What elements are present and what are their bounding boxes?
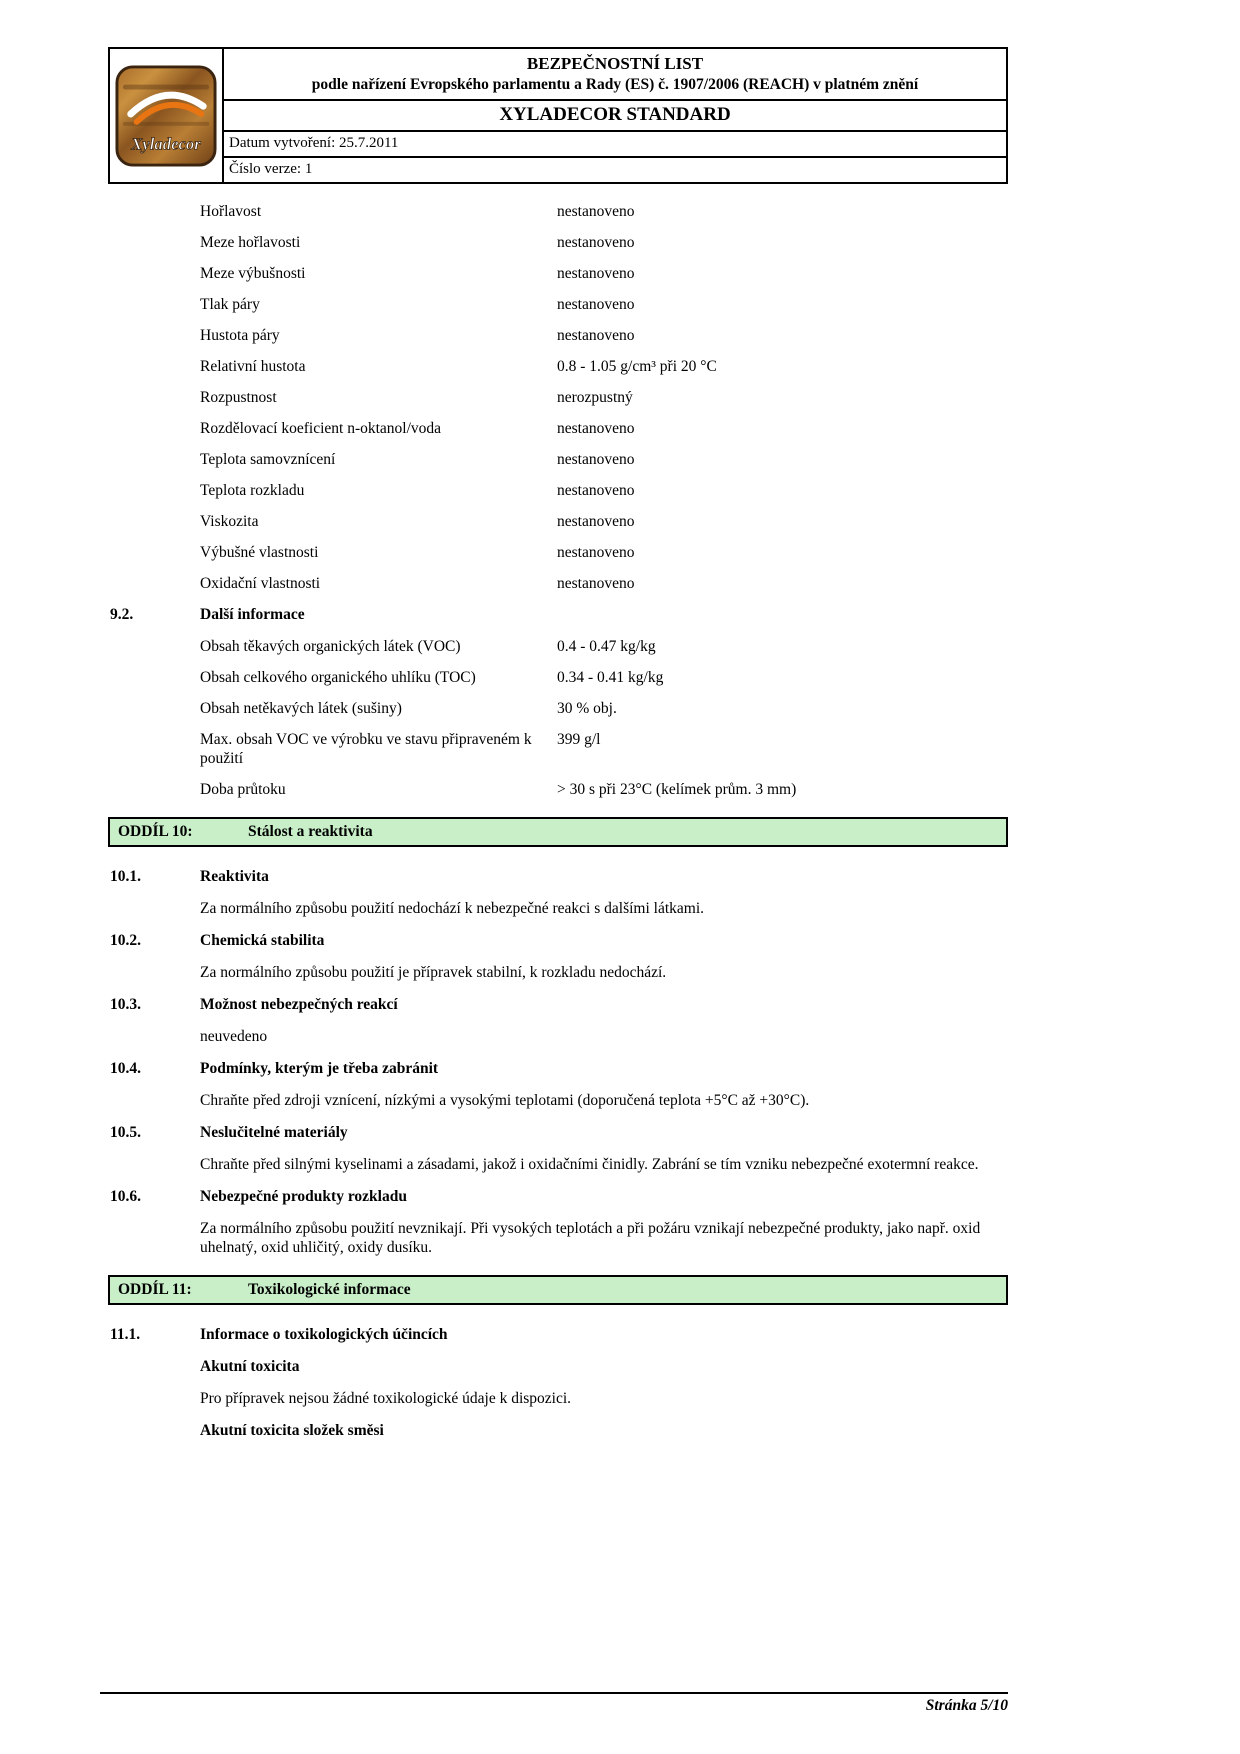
document-header <box>108 47 1008 184</box>
property-label: Doba průtoku <box>200 781 286 798</box>
property-row <box>108 357 1008 376</box>
subsection-title: Další informace <box>200 606 305 623</box>
property-value: 399 g/l <box>557 731 601 748</box>
subsection-text: Chraňte před silnými kyselinami a zásadami, jakož i oxidačními činidly. Zabrání se tím vzniku nebezpečné exotermní reakce. <box>200 1156 979 1173</box>
subsection-number: 10.2. <box>110 932 141 949</box>
subsection-title: Informace o toxikologických účincích <box>200 1326 448 1343</box>
property-label: Meze výbušnosti <box>200 265 306 282</box>
property-label: Meze hořlavosti <box>200 234 301 251</box>
toxicity-subheading: Akutní toxicita složek směsi <box>200 1422 384 1439</box>
property-value: nestanoveno <box>557 420 635 437</box>
property-label: Obsah netěkavých látek (sušiny) <box>200 700 402 717</box>
property-value: > 30 s při 23°C (kelímek prům. 3 mm) <box>557 781 797 798</box>
property-row <box>108 388 1008 407</box>
property-label: Oxidační vlastnosti <box>200 575 321 592</box>
property-label: Relativní hustota <box>200 358 306 375</box>
property-row <box>108 450 1008 469</box>
toxicity-subheading: Akutní toxicita <box>200 1358 300 1375</box>
property-row <box>108 574 1008 593</box>
property-row <box>108 668 1008 687</box>
subsection-text: Za normálního způsobu použití je přípravek stabilní, k rozkladu nedochází. <box>200 964 667 981</box>
title-row <box>224 49 1006 101</box>
property-row <box>108 637 1008 656</box>
subsection-10-5-heading <box>108 1123 1008 1142</box>
property-value: 0.8 - 1.05 g/cm³ při 20 °C <box>557 358 717 375</box>
property-label: Teplota samovznícení <box>200 451 336 468</box>
property-value: nestanoveno <box>557 544 635 561</box>
document-title: BEZPEČNOSTNÍ LIST <box>526 54 704 73</box>
created-date: Datum vytvoření: 25.7.2011 <box>224 132 1006 158</box>
document-subtitle: podle nařízení Evropského parlamentu a Rady (ES) č. 1907/2006 (REACH) v platném znění <box>311 76 919 93</box>
toxicity-text: Pro přípravek nejsou žádné toxikologické údaje k dispozici. <box>200 1390 572 1407</box>
subsection-text: Chraňte před zdroji vznícení, nízkými a vysokými teplotami (doporučená teplota +5°C až +30°C). <box>200 1092 810 1109</box>
property-value: 30 % obj. <box>557 700 617 717</box>
property-label: Tlak páry <box>200 296 260 313</box>
product-name: XYLADECOR STANDARD <box>224 101 1006 132</box>
subsection-title: Podmínky, kterým je třeba zabránit <box>200 1060 439 1077</box>
subsection-number: 11.1. <box>110 1326 141 1343</box>
property-label: Hustota páry <box>200 327 280 344</box>
subsection-text: Za normálního způsobu použití nevznikají. Při vysokých teplotách a při požáru vznikají nebezpečné produkty, jako např. oxid uhelnatý, oxid uhličitý, oxidy dusíku. <box>200 1220 981 1256</box>
section-bar-title: Toxikologické informace <box>248 1281 411 1298</box>
subsection-11-1-heading <box>108 1325 1008 1344</box>
subsection-number: 10.6. <box>110 1188 141 1205</box>
property-label: Obsah těkavých organických látek (VOC) <box>200 638 461 655</box>
subsection-9-2-heading <box>108 605 1008 624</box>
section-bar-number: ODDÍL 11: <box>118 1281 192 1298</box>
property-value: nestanoveno <box>557 234 635 251</box>
property-row <box>108 543 1008 562</box>
property-value: 0.4 - 0.47 kg/kg <box>557 638 656 655</box>
property-row <box>108 481 1008 500</box>
property-value: nestanoveno <box>557 482 635 499</box>
subsection-number: 10.3. <box>110 996 141 1013</box>
logo-text: Xyladecor <box>131 133 201 153</box>
section-bar-title: Stálost a reaktivita <box>248 823 373 840</box>
property-label: Rozdělovací koeficient n-oktanol/voda <box>200 420 442 437</box>
property-label: Rozpustnost <box>200 389 277 406</box>
property-row <box>108 233 1008 252</box>
subsection-number: 10.4. <box>110 1060 141 1077</box>
subsection-10-3-heading <box>108 995 1008 1014</box>
property-row <box>108 730 1008 768</box>
property-row <box>108 326 1008 345</box>
property-value: nestanoveno <box>557 513 635 530</box>
subsection-number: 10.5. <box>110 1124 141 1141</box>
subsection-title: Reaktivita <box>200 868 269 885</box>
property-row <box>108 699 1008 718</box>
property-value: nestanoveno <box>557 265 635 282</box>
property-value: nestanoveno <box>557 575 635 592</box>
subsection-10-4-heading <box>108 1059 1008 1078</box>
document-content <box>108 202 1008 1453</box>
property-row <box>108 295 1008 314</box>
subsection-10-6-heading <box>108 1187 1008 1206</box>
xyladecor-logo-icon <box>115 65 217 167</box>
property-value: nestanoveno <box>557 451 635 468</box>
property-value: 0.34 - 0.41 kg/kg <box>557 669 664 686</box>
property-label: Teplota rozkladu <box>200 482 305 499</box>
property-value: nestanoveno <box>557 327 635 344</box>
property-label: Max. obsah VOC ve výrobku ve stavu připraveném k použití <box>200 731 532 767</box>
property-value: nestanoveno <box>557 296 635 313</box>
section-10-bar <box>108 817 1008 847</box>
subsection-10-1-heading <box>108 867 1008 886</box>
property-value: nerozpustný <box>557 389 633 406</box>
section-bar-number: ODDÍL 10: <box>118 823 193 840</box>
property-label: Viskozita <box>200 513 259 530</box>
property-row <box>108 780 1008 799</box>
subsection-title: Nebezpečné produkty rozkladu <box>200 1188 407 1205</box>
subsection-number: 9.2. <box>110 606 134 623</box>
property-row <box>108 202 1008 221</box>
property-label: Výbušné vlastnosti <box>200 544 319 561</box>
subsection-number: 10.1. <box>110 868 141 885</box>
header-right <box>224 49 1006 182</box>
page-footer <box>100 1692 1008 1715</box>
page-number: Stránka 5/10 <box>925 1697 1008 1714</box>
property-row <box>108 264 1008 283</box>
property-label: Hořlavost <box>200 203 262 220</box>
subsection-10-2-heading <box>108 931 1008 950</box>
property-row <box>108 419 1008 438</box>
version-number: Číslo verze: 1 <box>229 161 313 177</box>
subsection-title: Neslučitelné materiály <box>200 1124 348 1141</box>
logo-cell <box>110 49 224 182</box>
property-label: Obsah celkového organického uhlíku (TOC) <box>200 669 476 686</box>
subsection-title: Chemická stabilita <box>200 932 325 949</box>
subsection-text: neuvedeno <box>200 1028 268 1045</box>
property-value: nestanoveno <box>557 203 635 220</box>
subsection-title: Možnost nebezpečných reakcí <box>200 996 398 1013</box>
section-11-bar <box>108 1275 1008 1305</box>
subsection-text: Za normálního způsobu použití nedochází k nebezpečné reakci s dalšími látkami. <box>200 900 705 917</box>
property-row <box>108 512 1008 531</box>
